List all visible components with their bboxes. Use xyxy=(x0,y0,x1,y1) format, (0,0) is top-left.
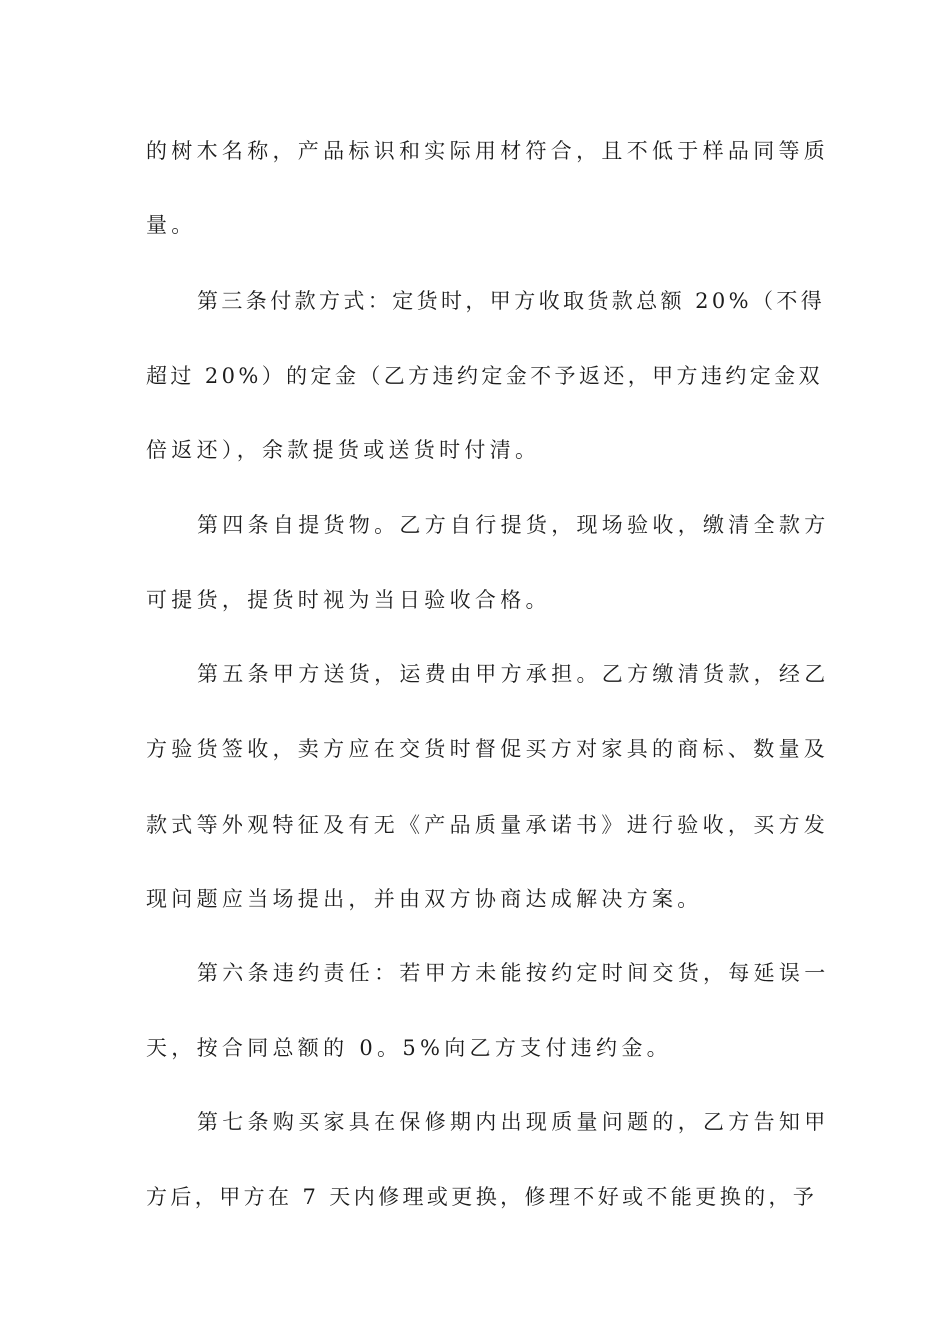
clause-6-line: 第六条违约责任：若甲方未能按约定时间交货，每延误一 xyxy=(197,961,830,985)
paragraph-line: 方后，甲方在 7 天内修理或更换，修理不好或不能更换的，予 xyxy=(146,1185,818,1209)
paragraph-line: 天，按合同总额的 0。5%向乙方支付违约金。 xyxy=(146,1036,672,1060)
paragraph-line: 的树木名称，产品标识和实际用材符合，且不低于样品同等质 xyxy=(146,139,830,163)
clause-4-line: 第四条自提货物。乙方自行提货，现场验收，缴清全款方 xyxy=(197,513,830,537)
clause-5-line: 第五条甲方送货，运费由甲方承担。乙方缴清货款，经乙 xyxy=(197,662,830,686)
clause-3-line: 第三条付款方式：定货时，甲方收取货款总额 20%（不得 xyxy=(197,289,826,313)
paragraph-line: 方验货签收，卖方应在交货时督促买方对家具的商标、数量及 xyxy=(146,737,830,761)
paragraph-line: 超过 20%）的定金（乙方违约定金不予返还，甲方违约定金双 xyxy=(146,364,823,388)
paragraph-line: 款式等外观特征及有无《产品质量承诺书》进行验收，买方发 xyxy=(146,813,830,837)
clause-7-line: 第七条购买家具在保修期内出现质量问题的，乙方告知甲 xyxy=(197,1110,830,1134)
paragraph-line: 倍返还），余款提货或送货时付清。 xyxy=(146,438,541,462)
paragraph-line: 可提货，提货时视为当日验收合格。 xyxy=(146,588,551,612)
paragraph-line: 现问题应当场提出，并由双方协商达成解决方案。 xyxy=(146,887,703,911)
paragraph-line: 量。 xyxy=(146,213,197,237)
